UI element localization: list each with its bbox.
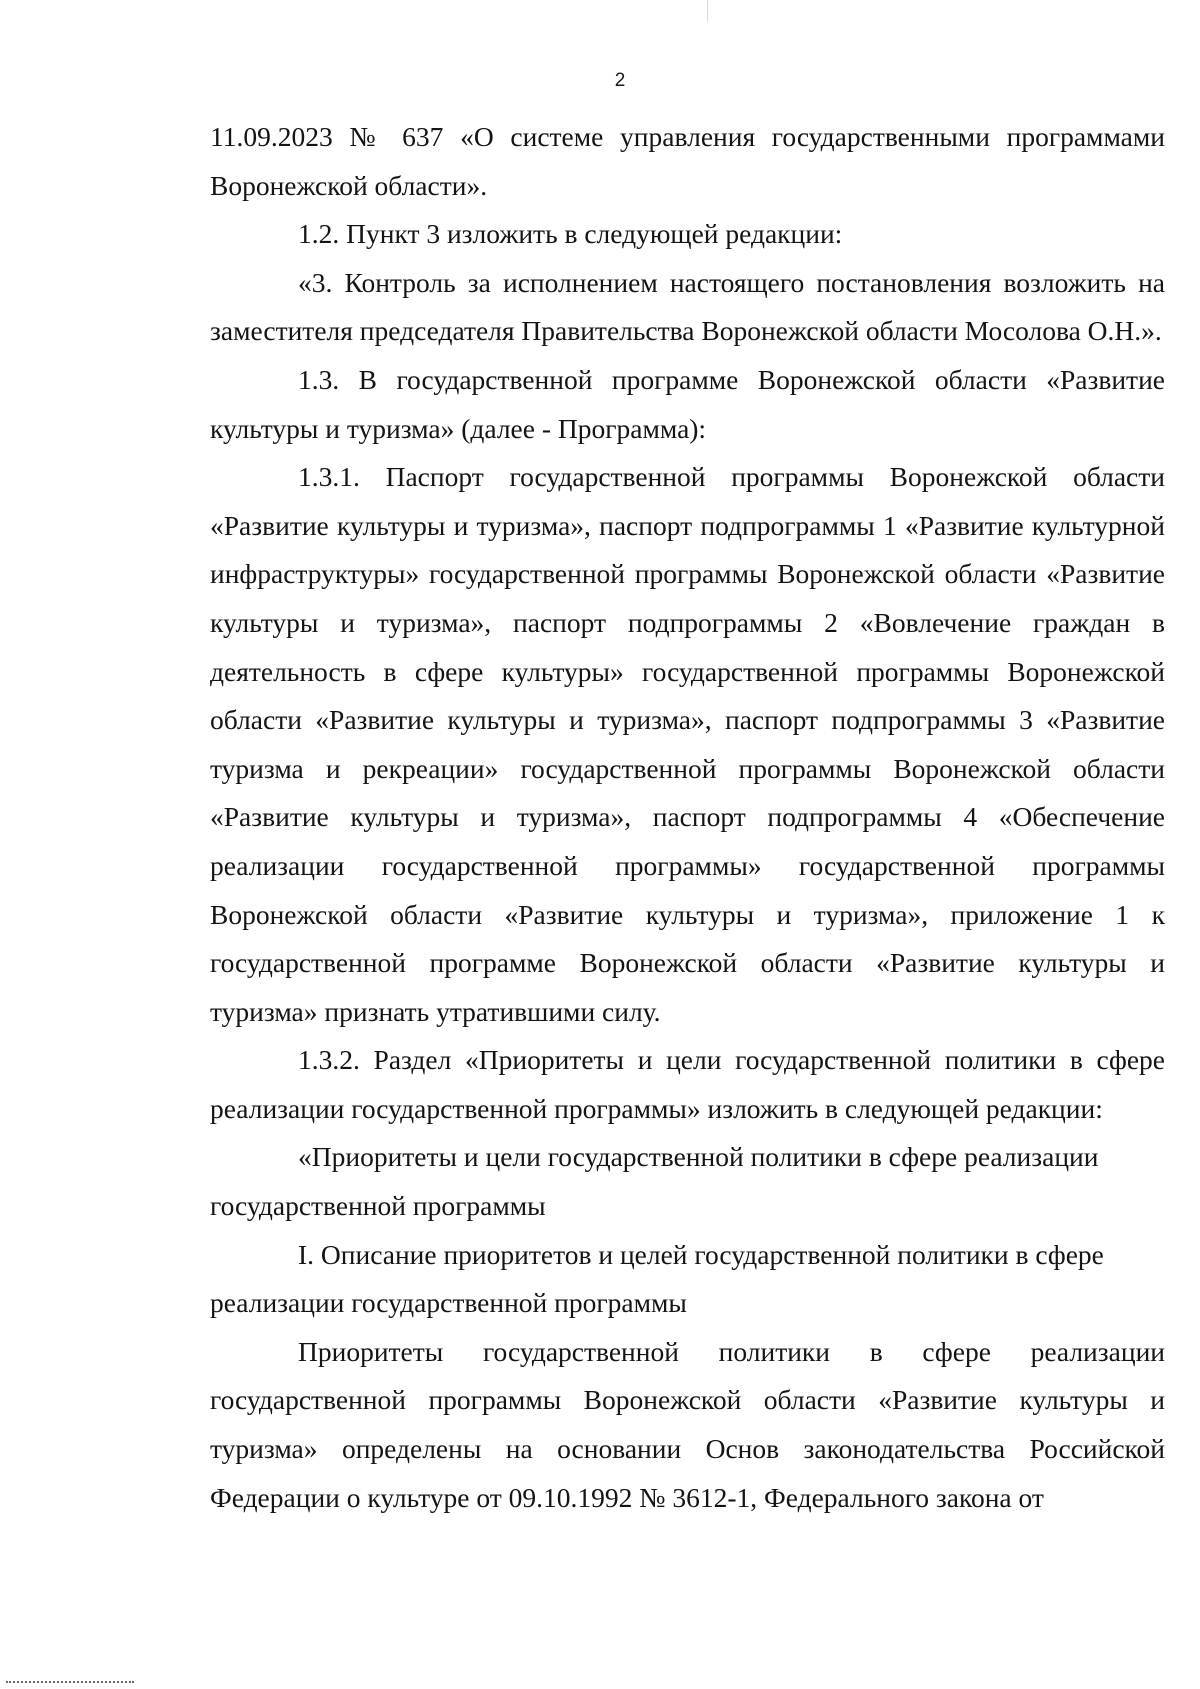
paragraph-2: 1.2. Пункт 3 изложить в следующей редакции: <box>298 218 843 250</box>
paragraph-3: «3. Контроль за исполнением настоящего постановления возложить на заместителя председателя Правительства Воронежской области Мосолова О.Н.». <box>210 266 1165 347</box>
document-body <box>210 113 1165 1522</box>
paragraph-4: 1.3. В государственной программе Воронежской области «Развитие культуры и туризма» (далее - Программа): <box>210 363 1165 444</box>
scan-edge-mark <box>707 0 708 22</box>
paragraph-9: Приоритеты государственной политики в сфере реализации государственной программы Воронежской области «Развитие культуры и туризма» определены на основании Основ законодательства Российской Федерации о культуре от 09.10.1992 № 3612-1, Федерального закона от <box>210 1335 1165 1513</box>
paragraph-6: 1.3.2. Раздел «Приоритеты и цели государственной политики в сфере реализации государственной программы» изложить в следующей редакции: <box>210 1044 1165 1124</box>
footer-divider <box>6 1681 134 1683</box>
page-number: 2 <box>614 70 626 91</box>
paragraph-1: 11.09.2023 № 637 «О системе управления государственными программами Воронежской области». <box>210 121 1165 201</box>
paragraph-5: 1.3.1. Паспорт государственной программы Воронежской области «Развитие культуры и туризма», паспорт подпрограммы 1 «Развитие культурной инфраструктуры» государственной программы Воронежской области «Развитие культуры и туризма», паспорт подпрограммы 2 «Вовлечение граждан в деятельность в сфере культуры» государственной программы Воронежской области «Развитие культуры и туризма», паспорт подпрограммы 3 «Развитие туризма и рекреации» государственной программы Воронежской области «Развитие культуры и туризма», паспорт подпрограммы 4 «Обеспечение реализации государственной программы» государственной программы Воронежской области «Развитие культуры и туризма», приложение 1 к государственной программе Воронежской области «Развитие культуры и туризма» признать утратившими силу. <box>210 461 1165 1027</box>
paragraph-8: I. Описание приоритетов и целей государственной политики в сфере реализации государственной программы <box>210 1238 1104 1319</box>
paragraph-7: «Приоритеты и цели государственной политики в сфере реализации государственной программы <box>210 1141 1099 1222</box>
